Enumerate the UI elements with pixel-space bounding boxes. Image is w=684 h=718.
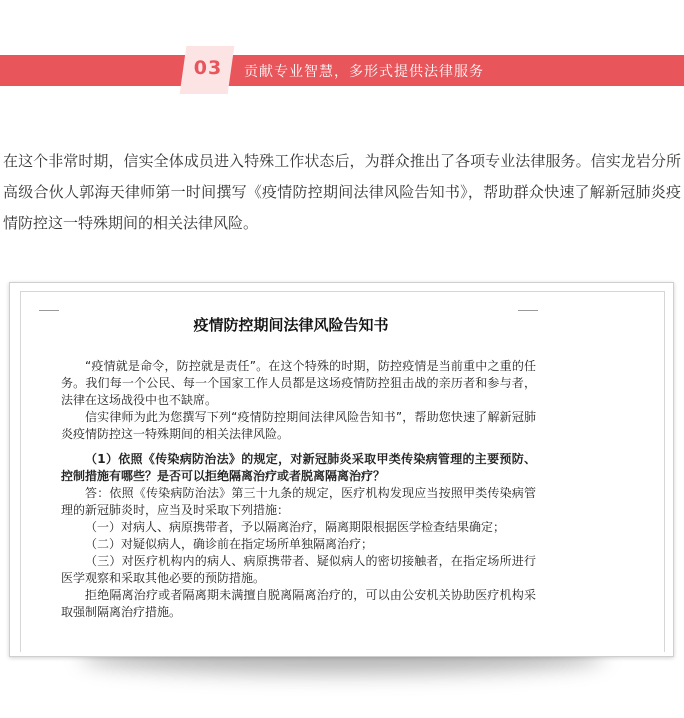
section-title: 贡献专业智慧，多形式提供法律服务 [244,64,484,80]
corner-mark-left [39,310,59,311]
doc-paragraph-3: 拒绝隔离治疗或者隔离期未满擅自脱离隔离治疗的，可以由公安机关协助医疗机构采取强制隔离治疗措施。 [61,588,536,619]
doc-measure-3: （三）对医疗机构内的病人、病原携带者、疑似病人的密切接触者，在指定场所进行医学观察和采取其他必要的预防措施。 [61,554,536,585]
doc-measure-1: （一）对病人、病原携带者，予以隔离治疗，隔离期限根据医学检查结果确定； [85,520,506,534]
doc-measure-2: （二）对疑似病人，确诊前在指定场所单独隔离治疗； [85,537,374,551]
document-title: 疫情防控期间法律风险告知书 [193,316,389,334]
intro-paragraph: 在这个非常时期，信实全体成员进入特殊工作状态后，为群众推出了各项专业法律服务。信实龙岩分所高级合伙人郭海天律师第一时间撰写《疫情防控期间法律风险告知书》，帮助群众快速了解新冠肺炎疫情防控这一特殊期间的相关法律风险。 [3,152,681,232]
document-card [9,282,674,657]
section-number: 03 [193,57,223,79]
doc-paragraph-1: “疫情就是命令，防控就是责任”。在这个特殊的时期，防控疫情是当前重中之重的任务。我们每一个公民、每一个国家工作人员都是这场疫情防控狙击战的亲历者和参与者，法律在这场战役中也不缺席。 [61,359,536,407]
doc-answer-1: 答：依照《传染病防治法》第三十九条的规定，医疗机构发现应当按照甲类传染病管理的新冠肺炎时，应当及时采取下列措施： [61,486,536,517]
doc-question-1: （1）依照《传染病防治法》的规定，对新冠肺炎采取甲类传染病管理的主要预防、控制措施有哪些？是否可以拒绝隔离治疗或者脱离隔离治疗？ [61,452,536,483]
document-frame [20,291,665,652]
corner-mark-right [518,310,538,311]
document-body [61,358,536,621]
doc-paragraph-2: 信实律师为此为您撰写下列“疫情防控期间法律风险告知书”，帮助您快速了解新冠肺炎疫情防控这一特殊期间的相关法律风险。 [61,410,536,441]
